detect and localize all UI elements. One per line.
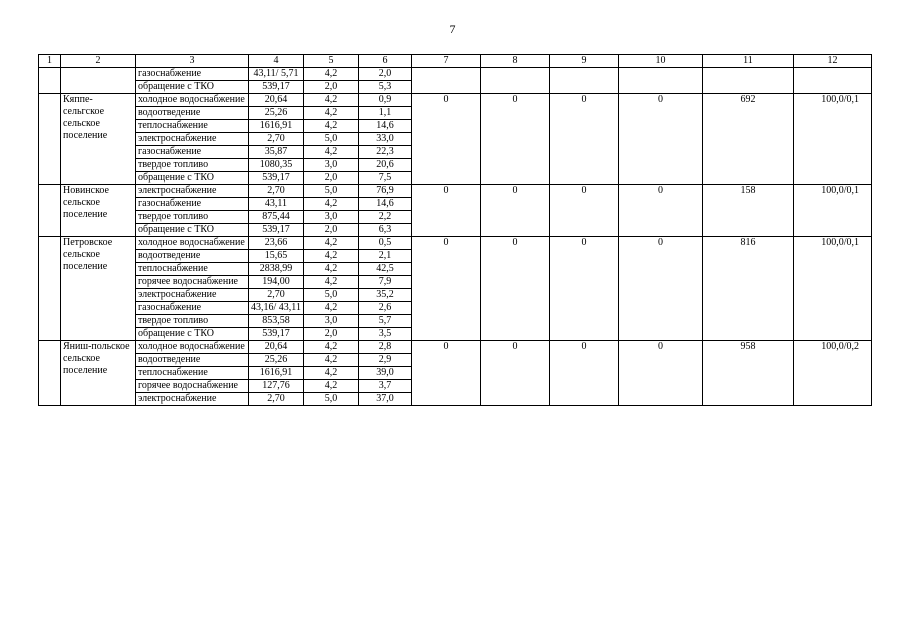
tariff-cell: 35,87: [249, 146, 304, 159]
share-cell: 22,3: [359, 146, 412, 159]
column-12-cell: 100,0/0,1: [794, 185, 872, 237]
page-number: 7: [449, 22, 456, 36]
column-10-cell: [619, 68, 703, 94]
column-header: 9: [550, 55, 619, 68]
service-cell: холодное водоснабжение: [136, 94, 249, 107]
tariff-cell: 2,70: [249, 289, 304, 302]
tariff-cell: 15,65: [249, 250, 304, 263]
share-cell: 37,0: [359, 393, 412, 406]
column-header: 4: [249, 55, 304, 68]
tariff-cell: 539,17: [249, 81, 304, 94]
column-12-cell: 100,0/0,1: [794, 237, 872, 341]
tariff-cell: 43,16/ 43,11: [249, 302, 304, 315]
tariff-cell: 539,17: [249, 224, 304, 237]
service-cell: теплоснабжение: [136, 367, 249, 380]
settlement-name-cell: Новинское сельское поселение: [61, 185, 136, 237]
share-cell: 1,1: [359, 107, 412, 120]
column-10-cell: 0: [619, 341, 703, 406]
tariff-cell: 127,76: [249, 380, 304, 393]
index-cell: 4,2: [304, 198, 359, 211]
tariff-cell: 2,70: [249, 133, 304, 146]
column-12-cell: 100,0/0,1: [794, 94, 872, 185]
column-9-cell: 0: [550, 341, 619, 406]
share-cell: 5,3: [359, 81, 412, 94]
index-cell: 4,2: [304, 276, 359, 289]
service-cell: горячее водоснабжение: [136, 276, 249, 289]
share-cell: 0,9: [359, 94, 412, 107]
column-12-cell: 100,0/0,2: [794, 341, 872, 406]
column-header: 12: [794, 55, 872, 68]
share-cell: 2,2: [359, 211, 412, 224]
tariff-cell: 2,70: [249, 185, 304, 198]
share-cell: 76,9: [359, 185, 412, 198]
share-cell: 2,6: [359, 302, 412, 315]
tariff-cell: 2,70: [249, 393, 304, 406]
column-7-cell: 0: [412, 185, 481, 237]
share-cell: 35,2: [359, 289, 412, 302]
service-cell: обращение с ТКО: [136, 81, 249, 94]
share-cell: 7,9: [359, 276, 412, 289]
share-cell: 0,5: [359, 237, 412, 250]
column-8-cell: 0: [481, 341, 550, 406]
tariff-cell: 539,17: [249, 328, 304, 341]
column-11-cell: 958: [703, 341, 794, 406]
table-row: [39, 185, 872, 198]
column-header: 3: [136, 55, 249, 68]
column-header-row: [39, 55, 872, 68]
service-cell: твердое топливо: [136, 315, 249, 328]
column-11-cell: 158: [703, 185, 794, 237]
tariff-cell: 194,00: [249, 276, 304, 289]
column-8-cell: 0: [481, 94, 550, 185]
table-row: [39, 94, 872, 107]
column-header: 10: [619, 55, 703, 68]
row-number-cell: [39, 68, 61, 94]
column-9-cell: 0: [550, 237, 619, 341]
share-cell: 7,5: [359, 172, 412, 185]
column-7-cell: 0: [412, 341, 481, 406]
tariff-cell: 25,26: [249, 354, 304, 367]
share-cell: 42,5: [359, 263, 412, 276]
index-cell: 5,0: [304, 393, 359, 406]
service-cell: теплоснабжение: [136, 120, 249, 133]
column-7-cell: 0: [412, 237, 481, 341]
index-cell: 3,0: [304, 315, 359, 328]
index-cell: 4,2: [304, 354, 359, 367]
service-cell: холодное водоснабжение: [136, 341, 249, 354]
column-9-cell: 0: [550, 94, 619, 185]
share-cell: 2,0: [359, 68, 412, 81]
tariff-cell: 1616,91: [249, 367, 304, 380]
index-cell: 4,2: [304, 250, 359, 263]
share-cell: 5,7: [359, 315, 412, 328]
column-10-cell: 0: [619, 237, 703, 341]
index-cell: 3,0: [304, 159, 359, 172]
tariff-cell: 43,11: [249, 198, 304, 211]
service-cell: водоотведение: [136, 107, 249, 120]
service-cell: электроснабжение: [136, 393, 249, 406]
row-number-cell: [39, 237, 61, 341]
table-row: [39, 68, 872, 81]
column-11-cell: [703, 68, 794, 94]
share-cell: 14,6: [359, 198, 412, 211]
row-number-cell: [39, 341, 61, 406]
column-header: 5: [304, 55, 359, 68]
share-cell: 20,6: [359, 159, 412, 172]
tariff-cell: 1616,91: [249, 120, 304, 133]
column-8-cell: 0: [481, 185, 550, 237]
service-cell: обращение с ТКО: [136, 224, 249, 237]
settlement-name-cell: Петровское сельское поселение: [61, 237, 136, 341]
service-cell: водоотведение: [136, 354, 249, 367]
service-cell: газоснабжение: [136, 146, 249, 159]
column-11-cell: 816: [703, 237, 794, 341]
index-cell: 4,2: [304, 146, 359, 159]
index-cell: 5,0: [304, 289, 359, 302]
column-header: 1: [39, 55, 61, 68]
index-cell: 5,0: [304, 133, 359, 146]
column-8-cell: 0: [481, 237, 550, 341]
settlement-name-cell: Яниш-польское сельское поселение: [61, 341, 136, 406]
index-cell: 4,2: [304, 302, 359, 315]
column-header: 8: [481, 55, 550, 68]
index-cell: 5,0: [304, 185, 359, 198]
share-cell: 3,5: [359, 328, 412, 341]
index-cell: 4,2: [304, 341, 359, 354]
column-header: 7: [412, 55, 481, 68]
column-12-cell: [794, 68, 872, 94]
share-cell: 2,8: [359, 341, 412, 354]
row-number-cell: [39, 185, 61, 237]
tariff-cell: 20,64: [249, 94, 304, 107]
index-cell: 2,0: [304, 81, 359, 94]
share-cell: 2,9: [359, 354, 412, 367]
service-cell: газоснабжение: [136, 198, 249, 211]
service-cell: электроснабжение: [136, 133, 249, 146]
column-9-cell: [550, 68, 619, 94]
tariff-cell: 25,26: [249, 107, 304, 120]
settlement-name-cell: [61, 68, 136, 94]
table-row: [39, 341, 872, 354]
column-8-cell: [481, 68, 550, 94]
index-cell: 4,2: [304, 94, 359, 107]
tariff-cell: 853,58: [249, 315, 304, 328]
index-cell: 4,2: [304, 263, 359, 276]
tariff-cell: 1080,35: [249, 159, 304, 172]
index-cell: 4,2: [304, 120, 359, 133]
service-cell: газоснабжение: [136, 68, 249, 81]
share-cell: 39,0: [359, 367, 412, 380]
service-cell: горячее водоснабжение: [136, 380, 249, 393]
tariff-cell: 23,66: [249, 237, 304, 250]
index-cell: 2,0: [304, 224, 359, 237]
column-7-cell: 0: [412, 94, 481, 185]
service-cell: теплоснабжение: [136, 263, 249, 276]
service-cell: твердое топливо: [136, 211, 249, 224]
service-cell: водоотведение: [136, 250, 249, 263]
service-cell: газоснабжение: [136, 302, 249, 315]
column-7-cell: [412, 68, 481, 94]
tariff-cell: 539,17: [249, 172, 304, 185]
share-cell: 3,7: [359, 380, 412, 393]
service-cell: электроснабжение: [136, 289, 249, 302]
index-cell: 4,2: [304, 68, 359, 81]
share-cell: 6,3: [359, 224, 412, 237]
column-9-cell: 0: [550, 185, 619, 237]
tariff-cell: 2838,99: [249, 263, 304, 276]
service-cell: электроснабжение: [136, 185, 249, 198]
service-cell: обращение с ТКО: [136, 328, 249, 341]
row-number-cell: [39, 94, 61, 185]
table-body: [39, 55, 872, 406]
index-cell: 3,0: [304, 211, 359, 224]
index-cell: 2,0: [304, 172, 359, 185]
tariff-cell: 43,11/ 5,71: [249, 68, 304, 81]
service-cell: обращение с ТКО: [136, 172, 249, 185]
service-cell: твердое топливо: [136, 159, 249, 172]
column-header: 6: [359, 55, 412, 68]
settlement-name-cell: Кяппе-сельгское сельское поселение: [61, 94, 136, 185]
index-cell: 4,2: [304, 380, 359, 393]
column-header: 2: [61, 55, 136, 68]
column-11-cell: 692: [703, 94, 794, 185]
column-10-cell: 0: [619, 94, 703, 185]
share-cell: 2,1: [359, 250, 412, 263]
share-cell: 33,0: [359, 133, 412, 146]
table-row: [39, 237, 872, 250]
index-cell: 4,2: [304, 367, 359, 380]
share-cell: 14,6: [359, 120, 412, 133]
index-cell: 2,0: [304, 328, 359, 341]
tariff-cell: 875,44: [249, 211, 304, 224]
column-10-cell: 0: [619, 185, 703, 237]
index-cell: 4,2: [304, 237, 359, 250]
column-header: 11: [703, 55, 794, 68]
index-cell: 4,2: [304, 107, 359, 120]
tariff-cell: 20,64: [249, 341, 304, 354]
service-cell: холодное водоснабжение: [136, 237, 249, 250]
tariff-table: [38, 54, 872, 406]
